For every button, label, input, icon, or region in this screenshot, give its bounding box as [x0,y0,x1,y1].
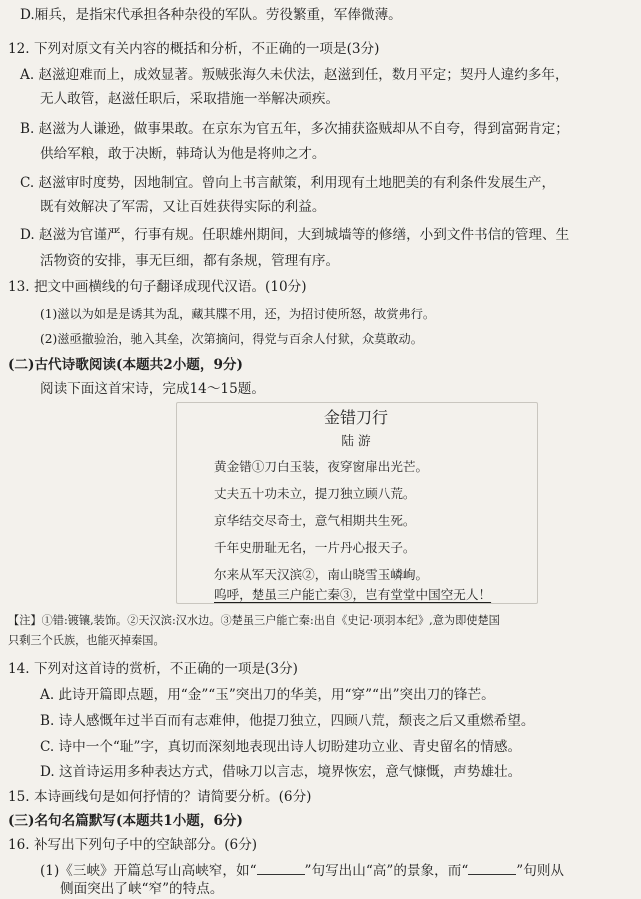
q12-option-c-line1: C. 赵滋审时度势，因地制宜。曾向上书言献策，利用现有土地肥美的有利条件发展生产， [20,175,556,191]
notes-line-2: 只剩三个氏族，也能灭掉秦国。 [8,634,165,647]
q16-item-1-part2: ”句写出山“高”的景象，而“ [304,863,469,879]
q16-item-1-line1 [40,860,564,880]
q12-option-d-line1: D. 赵滋为官谨严，行事有规。任职雄州期间，大到城墙等的修缮，小到文件书信的管理、生 [20,227,570,243]
poem-title: 金错刀行 [323,408,388,427]
notes-line-1: 【注】①错:镀镶,装饰。②天汉滨:汉水边。③楚虽三户能亡秦:出自《史记·项羽本纪》,意为即使楚国 [8,614,500,627]
q12-option-b-line1: B. 赵滋为人谦逊，做事果敢。在京东为官五年，多次捕获盗贼却从不自夸，得到富弼肯定； [20,121,569,137]
q14-option-c: C. 诗中一个“耻”字，真切而深刻地表现出诗人切盼建功立业、青史留名的情感。 [40,739,522,755]
q12-stem: 12. 下列对原文有关内容的概括和分析，不正确的一项是(3分) [8,41,380,57]
section-3-header: (三)名句名篇默写(本题共1小题，6分) [8,813,243,829]
q14-option-a: A. 此诗开篇即点题，用“金”“玉”突出刀的华美，用“穿”“出”突出刀的锋芒。 [40,687,495,703]
q13-stem: 13. 把文中画横线的句子翻译成现代汉语。(10分) [8,279,307,295]
poem-line-4: 千年史册耻无名，一片丹心报天子。 [214,540,416,555]
poem-line-6 [214,586,534,604]
q12-option-a-line1: A. 赵滋迎难而上，成效显著。叛贼张海久未伏法，赵滋到任，数月平定；契丹人違约多年， [20,67,569,83]
q12-option-a-line2: 无人敢管，赵滋任职后，采取措施一举解决顽疾。 [40,91,340,107]
q14-option-d: D. 这首诗运用多种表达方式，借咏刀以言志，境界恢宏，意气慷慨，声势雄壮。 [40,764,522,780]
q14-option-b: B. 诗人感慨年过半百而有志难伸，他提刀独立，四顾八荒，颓丧之后又重燃希望。 [40,713,535,729]
q13-sentence-2: (2)滋亟撤验治，驰入其垒，次第摘问，得党与百余人付狱，众莫敢动。 [40,332,423,346]
q13-sentence-1: (1)滋以为如是是诱其为乱，藏其牒不用，还，为招讨使所怒，故赏弗行。 [40,307,436,321]
poem-line-2: 丈夫五十功未立，提刀独立顾八荒。 [214,486,416,501]
section-2-instruction: 阅读下面这首宋诗，完成14～15题。 [40,381,265,397]
option-d-previous: D.厢兵，是指宋代承担各种杂役的军队。劳役繁重，军俸微薄。 [20,7,402,23]
q12-option-c-line2: 既有效解决了军需，又让百姓获得实际的利益。 [40,199,326,215]
poem-line-5: 尔来从军天汉滨②，南山晓雪玉嶙峋。 [214,567,429,582]
q14-stem: 14. 下列对这首诗的赏析，不正确的一项是(3分) [8,661,298,677]
poem-author: 陆 游 [341,433,371,448]
poem-line-3: 京华结交尽奇士，意气相期共生死。 [214,513,416,528]
q12-option-d-line2: 活物资的安排，事无巨细，都有条规，管理有序。 [40,253,340,269]
q16-stem: 16. 补写出下列句子中的空缺部分。(6分) [8,837,258,853]
poem-line-6-text: 呜呼，楚虽三户能亡秦③，岂有堂堂中国空无人！ [214,587,492,602]
section-2-header: (二)古代诗歌阅读(本题共2小题，9分) [8,357,243,373]
q16-item-1-line2: 侧面突出了峡“窄”的特点。 [60,881,224,897]
q15-stem: 15. 本诗画线句是如何抒情的？请简要分析。(6分) [8,789,312,805]
q16-blank-1[interactable] [257,860,305,875]
q16-item-1-part1: (1)《三峡》开篇总写山高峡窄，如“ [40,863,257,879]
q16-blank-2[interactable] [468,860,516,875]
q16-item-1-part3: ”句则从 [516,863,565,879]
poem-line-1: 黄金错①刀白玉装，夜穿窗扉出光芒。 [214,459,429,474]
q12-option-b-line2: 供给军粮，敢于决断，韩琦认为他是将帅之才。 [40,146,326,162]
